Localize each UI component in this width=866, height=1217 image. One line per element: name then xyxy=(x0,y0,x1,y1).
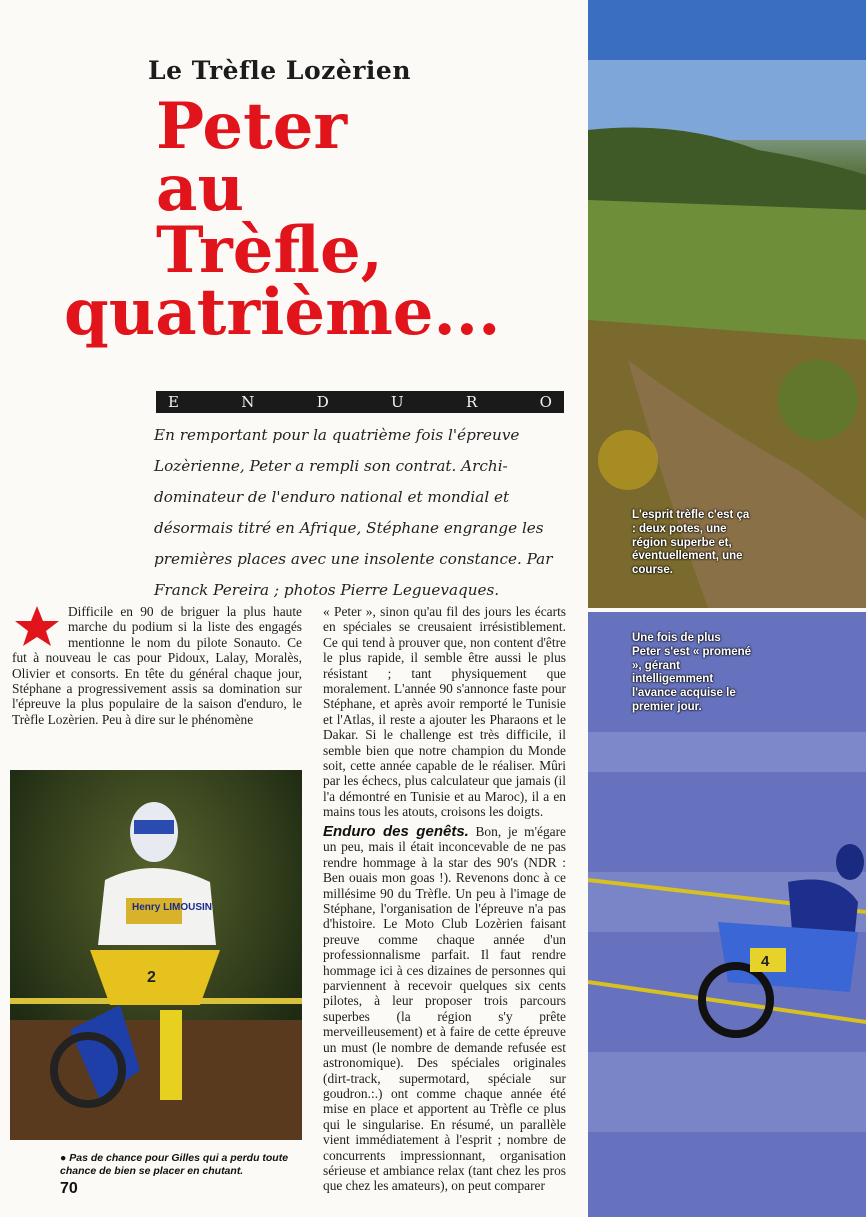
photo-caption-mid-right: Une fois de plus Peter s'est « promené », gérant intelligemment l'avance acquise le premier jour. xyxy=(632,632,752,713)
body-column-2: « Peter », sinon qu'au fil des jours les écarts en spéciales se creusaient irrésistiblement. Ce qui tend à prouver que, non content d'être le plus rapide, il semble être aussi le plus résistant ; tant physiquement que moralement. L'année 90 s'annonce faste pour Stéphane, et après avoir remporté le Tunisie et l'Atlas, il reste a ajouter les Pharaons et le Dakar. Si le challenge est très difficile, il semble bien que notre champion du Monde soit, cette année capable de le réaliser. Mûri par les échecs, plus calculateur que jamais (il l'a démontré en Tunisie et au Maroc), il a en mains tous les atouts, croisons les doigts. xyxy=(323,604,566,820)
star-icon xyxy=(12,604,62,648)
headline xyxy=(64,89,584,350)
body-column-3 xyxy=(323,824,566,1194)
rubric-letter: U xyxy=(391,393,404,411)
rubric-letter: N xyxy=(241,393,255,411)
kicker: Le Trèfle Lozèrien xyxy=(148,56,412,85)
jersey-text: Henry LIMOUSIN xyxy=(132,902,213,913)
headline-line-1: Peter xyxy=(156,89,348,164)
rubric-bar xyxy=(156,391,564,413)
body-column-1 xyxy=(12,604,302,727)
rider2-plate-number: 4 xyxy=(761,953,770,970)
rubric-letter: E xyxy=(168,393,179,411)
lede-paragraph: En remportant pour la quatrième fois l'épreuve Lozèrienne, Peter a rempli son contrat. Archi-dominateur de l'enduro national et mondial et désormais titré en Afrique, Stéphane engrange les premières places avec une insolente constance. Par Franck Pereira ; photos Pierre Leguevaques. xyxy=(154,426,553,599)
body-text-1: Difficile en 90 de briguer la plus haute marche du podium si la liste des engagés mentionne le nom du pilote Sonauto. Ce fut à nouveau le cas pour Pidoux, Lalay, Moralès, Olivier et consorts. En tête du général chaque jour, Stéphane a progressivement assis sa domination sur l'épreuve la plus populaire de la saison d'enduro, le Trèfle Lozèrien. Peu à dire sur le phénomène xyxy=(12,604,302,727)
rubric-letter: O xyxy=(539,393,552,411)
rubric-letter: D xyxy=(316,393,329,411)
headline-line-4: quatrième... xyxy=(64,275,501,350)
rider-plate-number: 2 xyxy=(147,969,156,986)
page-number: 70 xyxy=(60,1180,78,1197)
headline-line-2: au xyxy=(156,151,244,226)
body-text-3: Bon, je m'égare un peu, mais il était inconcevable de ne pas rendre hommage à la star des 90's (NDR : Ben ouais mon goas !). Revenons donc à ce millésime 90 du Trèfle. Un peu à l'image de Stéphane, l'organisation de l'épreuve n'a pas d'histoire. Le Moto Club Lozèrien faisant preuve comme chaque année d'un professionnalisme parfait. Il faut rendre hommage ici à ces dizaines de personnes qui parviennent à recevoir quelques six cents pilotes, à leur proposer trois parcours superbes (la région s'y prête merveilleusement) et à faire de cette épreuve un must (le nombre de demande refusée est astronomique). Des spéciales originales (dirt-track, supermotard, spéciale sur goudron.:.) ont comme chaque année été mise en place et apportent au Trèfle ce plus qui le singularise. En résumé, un parallèle vient immédiatement à l'esprit ; nombre de concurrents impressionnant, organisation sérieuse et ambiance relax (tant chez les pros que chez les amateurs), on peut comparer xyxy=(323,824,566,1194)
section-subhead: Enduro des genêts. xyxy=(323,823,469,840)
photo-caption-top-right: L'esprit trèfle c'est ça : deux potes, une région superbe et, éventuellement, une course. xyxy=(632,509,750,577)
rubric-letter: R xyxy=(466,393,478,411)
headline-line-3: Trèfle, xyxy=(156,213,383,288)
photo-caption-bottom-left: ● Pas de chance pour Gilles qui a perdu toute chance de bien se placer en chutant. xyxy=(60,1152,289,1177)
photo-rider-crash xyxy=(10,770,302,1140)
